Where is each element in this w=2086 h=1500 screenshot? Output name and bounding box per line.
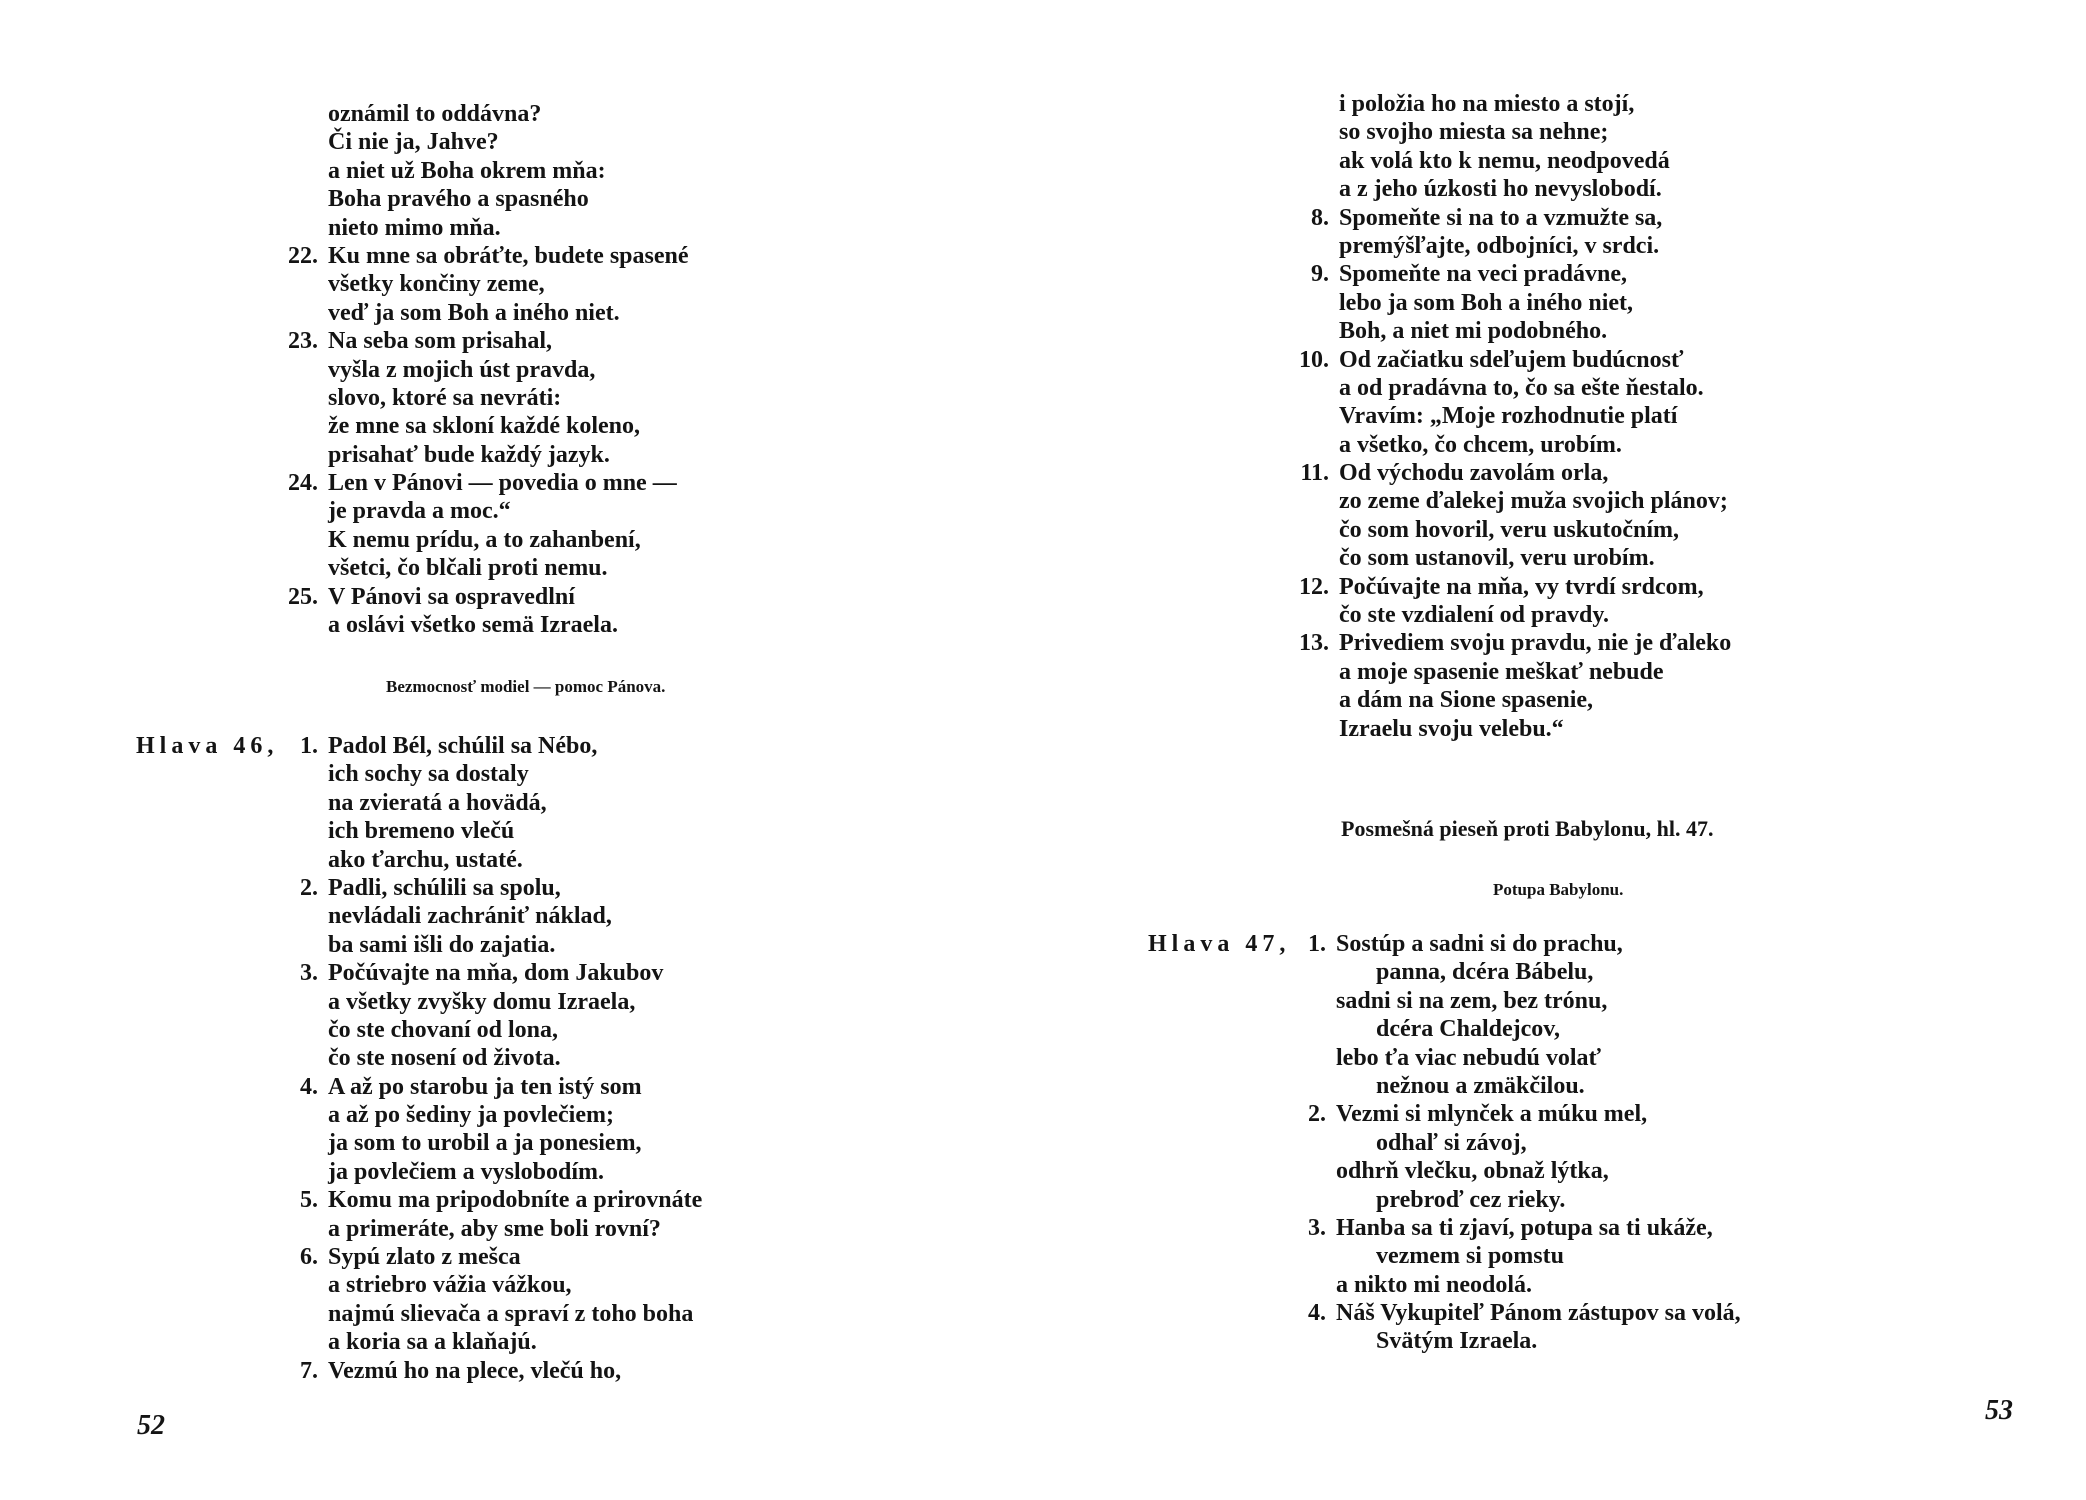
verse-text: nežnou a zmäkčilou. — [1376, 1072, 1585, 1099]
verse-text: že mne sa skloní každé koleno, — [328, 413, 641, 440]
verse-text: lebo ťa viac nebudú volať — [1336, 1044, 1602, 1071]
verse-line — [1336, 1129, 1741, 1157]
verse-text: Izraelu svoju velebu.“ — [1339, 715, 1564, 742]
right-page — [1043, 0, 2086, 1500]
verse-text: Boha pravého a spasného — [328, 186, 589, 213]
verse-line — [300, 732, 702, 760]
verse-text: ja som to urobil a ja ponesiem, — [328, 1130, 642, 1157]
verse-number: 7. — [300, 1357, 318, 1384]
verse-text: Spomeňte si na to a vzmužte sa, — [1339, 204, 1663, 231]
verse-text: Spomeňte na veci pradávne, — [1339, 261, 1627, 288]
verse-line — [328, 1328, 702, 1356]
verse-text: sadni si na zem, bez trónu, — [1336, 987, 1608, 1014]
verse-line — [328, 846, 702, 874]
verse-text: Komu ma pripodobníte a prirovnáte — [328, 1187, 703, 1214]
verse-number: 5. — [300, 1187, 318, 1214]
verse-number: 12. — [1299, 573, 1329, 600]
sub-heading: Potupa Babylonu. — [1493, 880, 1624, 899]
verse-text: a striebro vážia vážkou, — [328, 1272, 572, 1299]
verse-line — [1339, 374, 1731, 402]
verse-line — [328, 817, 702, 845]
verse-text: Sostúp a sadni si do prachu, — [1336, 931, 1623, 957]
verse-number: 2. — [1308, 1101, 1326, 1128]
verse-line — [300, 1186, 703, 1214]
verse-text: nevládali zachrániť náklad, — [328, 903, 612, 930]
verse-line — [328, 789, 702, 817]
verse-text: ja povlečiem a vyslobodím. — [328, 1158, 604, 1185]
verse-line — [1336, 1015, 1741, 1043]
verse-number: 23. — [288, 328, 318, 355]
verse-number: 1. — [1308, 931, 1326, 957]
verse-number: 1. — [300, 733, 318, 759]
verse-text: ako ťarchu, ustaté. — [328, 846, 523, 873]
verse-text: veď ja som Boh a iného niet. — [328, 299, 620, 326]
page-number: 52 — [137, 1410, 165, 1441]
verse-line — [300, 874, 702, 902]
verse-number: 3. — [1308, 1214, 1326, 1241]
verse-line — [328, 1101, 702, 1129]
verse-text: ich bremeno vlečú — [328, 818, 515, 845]
verse-line — [300, 1357, 702, 1385]
verse-line — [1339, 232, 1731, 260]
verse-line — [328, 1300, 702, 1328]
verse-line — [1339, 317, 1731, 345]
verse-line — [328, 988, 702, 1016]
verse-line — [328, 185, 689, 213]
verse-line — [300, 1243, 702, 1271]
verse-text: všetky končiny zeme, — [328, 271, 545, 298]
verse-number: 6. — [300, 1244, 318, 1271]
verse-number: 8. — [1311, 204, 1329, 231]
verse-number: 25. — [288, 583, 318, 610]
verse-text: panna, dcéra Bábelu, — [1376, 959, 1594, 986]
verse-text: Padli, schúlili sa spolu, — [328, 874, 561, 901]
verse-number: 13. — [1299, 630, 1329, 657]
verse-text: čo ste chovaní od lona, — [328, 1016, 559, 1043]
verse-line — [328, 1016, 702, 1044]
page-number: 53 — [1985, 1395, 2013, 1426]
verse-line — [1336, 1157, 1741, 1185]
verse-text: odhaľ si závoj, — [1376, 1129, 1527, 1156]
verse-number: 11. — [1300, 460, 1329, 487]
verse-line — [1339, 516, 1731, 544]
verse-line — [1308, 1100, 1741, 1128]
verse-line — [328, 356, 689, 384]
verse-line — [1339, 715, 1731, 743]
verse-line — [1336, 1327, 1741, 1355]
verse-line — [288, 327, 689, 355]
verse-text: najmú slievača a spraví z toho boha — [328, 1300, 694, 1327]
verse-line — [300, 959, 702, 987]
verse-text: V Pánovi sa ospravedlní — [328, 583, 575, 610]
verse-line — [1336, 958, 1741, 986]
verse-text: Od začiatku sdeľujem budúcnosť — [1339, 346, 1684, 373]
verse-line — [1308, 930, 1741, 958]
verse-text: a niet už Boha okrem mňa: — [328, 157, 606, 184]
verse-text: odhrň vlečku, obnaž lýtka, — [1336, 1158, 1609, 1185]
verse-line — [1299, 573, 1731, 601]
verse-line — [1339, 90, 1731, 118]
verse-text: a dám na Sione spasenie, — [1339, 687, 1594, 714]
chapter-label: Hlava 46, — [136, 733, 279, 759]
verse-line — [1300, 459, 1731, 487]
verse-line — [328, 100, 689, 128]
verse-text: lebo ja som Boh a iného niet, — [1339, 289, 1634, 316]
verse-text: všetci, čo blčali proti nemu. — [328, 555, 608, 582]
verse-line — [1336, 1072, 1741, 1100]
verse-text: Svätým Izraela. — [1376, 1328, 1538, 1355]
verse-text: prisahať bude každý jazyk. — [328, 441, 610, 468]
verse-text: a všetko, čo chcem, urobím. — [1339, 431, 1622, 458]
verse-text: a moje spasenie meškať nebude — [1339, 658, 1664, 685]
verse-line — [1339, 147, 1731, 175]
verse-text: Náš Vykupiteľ Pánom zástupov sa volá, — [1336, 1300, 1741, 1327]
verse-line — [1339, 118, 1731, 146]
verse-text: vezmem si pomstu — [1376, 1243, 1564, 1270]
verse-line — [328, 270, 689, 298]
verse-text: ich sochy sa dostaly — [328, 761, 529, 788]
verse-line — [1299, 346, 1731, 374]
verse-line — [328, 931, 702, 959]
verse-text: so svojho miesta sa nehne; — [1339, 119, 1609, 146]
verse-text: a až po šediny ja povlečiem; — [328, 1102, 614, 1129]
verse-text: Len v Pánovi — povedia o mne — — [328, 470, 677, 497]
verse-number: 10. — [1299, 346, 1329, 373]
verse-number: 22. — [288, 242, 318, 269]
verse-text: Sypú zlato z mešca — [328, 1244, 521, 1271]
verse-text: a nikto mi neodolá. — [1336, 1271, 1533, 1298]
verse-block-chapter-47 — [1308, 930, 1741, 1356]
verse-text: Ku mne sa obráťte, budete spasené — [328, 242, 689, 269]
verse-text: i položia ho na miesto a stojí, — [1339, 91, 1635, 117]
verse-text: a od pradávna to, čo sa ešte ňestalo. — [1339, 374, 1704, 401]
verse-text: slovo, ktoré sa nevráti: — [328, 384, 562, 411]
verse-text: Padol Bél, schúlil sa Nébo, — [328, 733, 598, 759]
verse-line — [328, 611, 689, 639]
verse-line — [1339, 175, 1731, 203]
verse-number: 9. — [1311, 261, 1329, 288]
verse-text: oznámil to oddávna? — [328, 101, 542, 127]
verse-text: na zvieratá a hovädá, — [328, 789, 547, 816]
verse-line — [1339, 686, 1731, 714]
verse-text: ba sami išli do zajatia. — [328, 931, 556, 958]
verse-line — [1339, 402, 1731, 430]
verse-line — [288, 242, 689, 270]
verse-line — [1339, 431, 1731, 459]
verse-line — [328, 128, 689, 156]
verse-line — [328, 497, 689, 525]
verse-line — [1339, 601, 1731, 629]
verse-text: Vezmi si mlynček a múku mel, — [1336, 1101, 1648, 1128]
verse-text: A až po starobu ja ten istý som — [328, 1073, 642, 1100]
verse-line — [1336, 1271, 1741, 1299]
verse-line — [328, 526, 689, 554]
verse-text: Hanba sa ti zjaví, potupa sa ti ukáže, — [1336, 1214, 1713, 1241]
verse-line — [1299, 629, 1732, 657]
verse-line — [1336, 1242, 1741, 1270]
verse-text: čo som hovoril, veru uskutočním, — [1339, 516, 1680, 543]
verse-line — [328, 760, 702, 788]
verse-text: čo som ustanovil, veru urobím. — [1339, 545, 1655, 572]
verse-line — [1336, 1044, 1741, 1072]
verse-line — [1311, 260, 1731, 288]
verse-line — [328, 1158, 702, 1186]
verse-text: a primeráte, aby sme boli rovní? — [328, 1215, 661, 1242]
verse-text: vyšla z mojich úst pravda, — [328, 356, 596, 383]
verse-line — [328, 441, 689, 469]
section-heading: Bezmocnosť modiel — pomoc Pánova. — [386, 677, 666, 696]
verse-line — [1336, 987, 1741, 1015]
verse-text: dcéra Chaldejcov, — [1376, 1016, 1560, 1043]
verse-block-continuation — [1299, 90, 1732, 743]
verse-text: čo ste vzdialení od pravdy. — [1339, 602, 1610, 629]
verse-text: ak volá kto k nemu, neodpovedá — [1339, 147, 1670, 174]
verse-line — [328, 554, 689, 582]
verse-line — [1339, 289, 1731, 317]
verse-line — [328, 384, 689, 412]
verse-number: 3. — [300, 960, 318, 987]
verse-text: Počúvajte na mňa, dom Jakubov — [328, 960, 664, 987]
verse-text: nieto mimo mňa. — [328, 214, 501, 241]
verse-text: Boh, a niet mi podobného. — [1339, 318, 1608, 345]
verse-line — [328, 902, 702, 930]
verse-line — [300, 1073, 702, 1101]
verse-text: a oslávi všetko semä Izraela. — [328, 612, 618, 639]
verse-number: 4. — [1308, 1300, 1326, 1327]
verse-line — [1339, 658, 1731, 686]
verse-line — [288, 583, 689, 611]
verse-line — [328, 1044, 702, 1072]
verse-text: Privediem svoju pravdu, nie je ďaleko — [1339, 630, 1732, 657]
verse-line — [1308, 1214, 1741, 1242]
verse-line — [328, 157, 689, 185]
verse-block-chapter-46 — [300, 732, 703, 1385]
verse-text: a všetky zvyšky domu Izraela, — [328, 988, 636, 1015]
verse-line — [328, 299, 689, 327]
verse-text: Na seba som prisahal, — [328, 328, 553, 355]
verse-text: zo zeme ďalekej muža svojich plánov; — [1339, 488, 1728, 515]
chapter-label: Hlava 47, — [1148, 931, 1291, 957]
verse-text: je pravda a moc.“ — [328, 498, 511, 525]
verse-text: K nemu prídu, a to zahanbení, — [328, 526, 641, 553]
verse-line — [328, 412, 689, 440]
verse-text: Od východu zavolám orla, — [1339, 460, 1609, 487]
verse-line — [328, 1215, 702, 1243]
verse-text: premýšľajte, odbojníci, v srdci. — [1339, 232, 1660, 259]
verse-line — [1339, 544, 1731, 572]
main-heading: Posmešná pieseň proti Babylonu, hl. 47. — [1341, 816, 1714, 841]
verse-text: prebroď cez rieky. — [1376, 1186, 1566, 1213]
verse-text: Počúvajte na mňa, vy tvrdí srdcom, — [1339, 573, 1704, 600]
verse-line — [1336, 1186, 1741, 1214]
verse-text: a koria sa a klaňajú. — [328, 1329, 537, 1356]
verse-line — [1311, 204, 1731, 232]
verse-text: čo ste nosení od života. — [328, 1045, 561, 1072]
verse-line — [288, 469, 689, 497]
verse-number: 4. — [300, 1073, 318, 1100]
verse-line — [1308, 1299, 1741, 1327]
verse-line — [328, 214, 689, 242]
verse-text: Či nie ja, Jahve? — [328, 129, 499, 156]
verse-number: 24. — [288, 470, 318, 497]
verse-number: 2. — [300, 874, 318, 901]
verse-text: a z jeho úzkosti ho nevyslobodí. — [1339, 176, 1662, 203]
verse-block-continuation — [288, 100, 689, 639]
verse-text: Vravím: „Moje rozhodnutie platí — [1339, 403, 1678, 430]
verse-line — [328, 1271, 702, 1299]
verse-line — [1339, 487, 1731, 515]
verse-text: Vezmú ho na plece, vlečú ho, — [328, 1357, 622, 1384]
verse-line — [328, 1129, 702, 1157]
